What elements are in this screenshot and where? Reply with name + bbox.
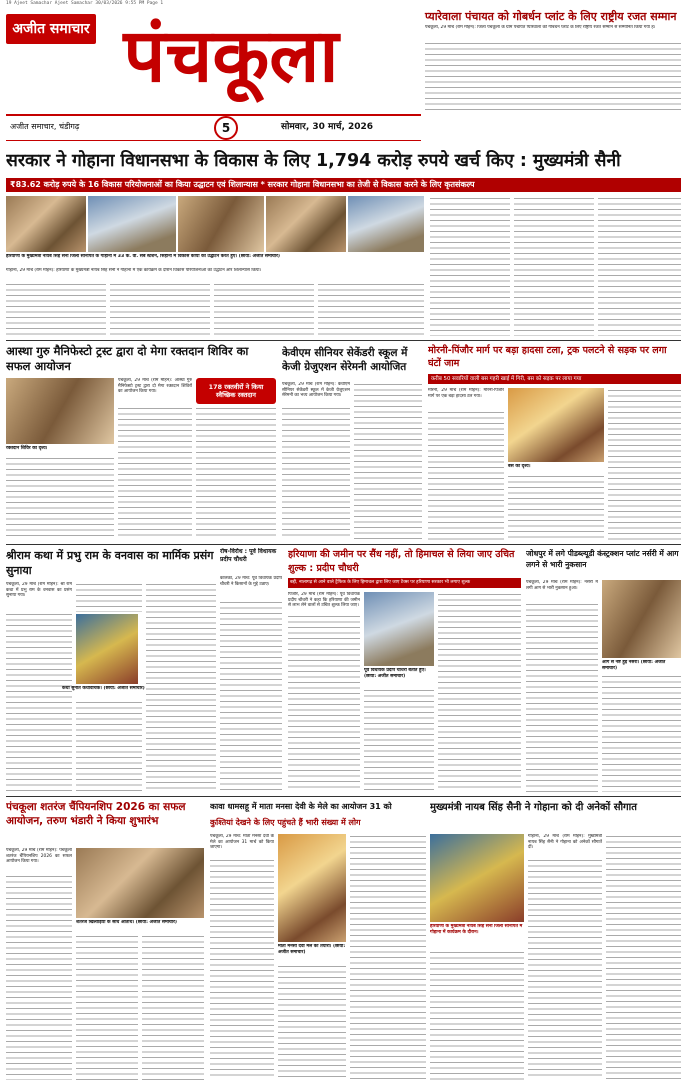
s5-dateline: कालका, 29 मार्च: पूर्व विधायक प्रदीप चौधरी ने किसानों के मुद्दे उठाए।	[220, 576, 282, 587]
s4-photo	[76, 614, 138, 684]
masthead-city: पंचकूला	[123, 13, 339, 99]
s9-dateline: पंचकूला, 29 मार्च: माता मनसा देवी के मेले का आयोजन 31 मार्च को किया जाएगा।	[210, 834, 274, 851]
s9-body-c	[350, 834, 426, 1080]
s3-dateline: मोरनी, 29 मार्च (राम मोहन): मोरनी-पिंजौर मार्ग पर एक बड़ा हादसा टल गया।	[428, 388, 504, 399]
lead-body-col3	[214, 282, 314, 336]
s4-caption: कथा सुनाते कथावाचक। (छाया: अजीत समाचार)	[62, 686, 145, 691]
s8-dateline: पंचकूला, 29 मार्च (राम मोहन): पंचकूला शतरंज चैंपियनशिप 2026 का सफल आयोजन किया गया।	[6, 848, 72, 865]
s1-caption: रक्तदान शिविर का दृश्य।	[6, 446, 48, 451]
s1-body-a	[118, 406, 192, 540]
s6-headline: हरियाणा की जमीन पर सैंध नहीं, तो हिमाचल से लिया जाए उचित शुल्क : प्रदीप चौधरी	[288, 549, 515, 574]
s1-headline: आस्था गुरु मैनिफेस्टो ट्रस्ट द्वारा दो मेगा रक्तदान शिविर का सफल आयोजन	[6, 344, 249, 373]
s10-dateline: गोहाना, 29 मार्च (राम मोहन): मुख्यमंत्री नायब सिंह सैनी ने गोहाना को अनेकों सौगातें दीं।	[528, 834, 602, 851]
s2-body-a	[282, 406, 350, 540]
lead-photo-4	[266, 196, 346, 252]
lead-body-col4	[318, 282, 424, 336]
brand-name: अजीत समाचार	[12, 21, 90, 37]
s3-body-b	[508, 474, 604, 540]
s4-body-c	[76, 700, 142, 792]
divider-1	[6, 340, 681, 341]
lead-photo-1	[6, 196, 86, 252]
s4-body-d	[146, 582, 216, 792]
s8-body-c	[142, 934, 204, 1080]
s9-headline: कावा धामसहू में माता मनसा देवी के मेले का आयोजन 31 को	[210, 802, 392, 811]
s7-body-b	[602, 674, 681, 792]
s10-headline: मुख्यमंत्री नायब सिंह सैनी ने गोहाना को दी अनेकों सौगात	[430, 802, 637, 813]
lead-body-right3	[598, 196, 681, 336]
s10-body-a	[528, 858, 602, 1080]
masthead	[6, 10, 421, 148]
lead-photo-5	[348, 196, 424, 252]
divider-2	[6, 544, 681, 545]
top-story	[425, 10, 681, 136]
page-number: 5	[214, 116, 238, 140]
s9-headline-2: कुश्तियां देखने के लिए पहुंचते हैं भारी संख्या में लोग	[210, 818, 361, 827]
s6-dateline: पिंजौर, 29 मार्च (राम मोहन): पूर्व विधायक प्रदीप चौधरी ने कहा कि हरियाणा की जमीन से लाभ लेने वालों से उचित शुल्क लिया जाए।	[288, 592, 360, 609]
s3-caption: बस का दृश्य।	[508, 464, 531, 469]
s3-body-a	[428, 410, 504, 540]
masthead-rule	[6, 114, 421, 116]
s8-headline: पंचकूला शतरंज चैंपियनशिप 2026 का सफल आयोजन, तरुण भंडारी ने किया शुभारंभ	[6, 801, 186, 827]
brand-box	[6, 14, 96, 44]
s2-body-b	[354, 382, 422, 540]
s8-photo	[76, 848, 204, 918]
lead-body-right1	[430, 196, 510, 336]
s1-badge	[196, 378, 276, 404]
s9-body-a	[210, 858, 274, 1080]
s3-subhead: करीब 50 सवारियों वाली बस गहरी खाई में गिरी, बस को सड़क पर लाया गया	[428, 374, 681, 384]
s6-body-c	[438, 592, 521, 792]
headline: प्यारेवाला पंचायत को गोबर्धन प्लांट के लिए राष्ट्रीय रजत सम्मान	[425, 10, 677, 23]
lead-body-col2	[110, 282, 210, 336]
masthead-date: सोमवार, 30 मार्च, 2026	[281, 122, 374, 132]
s5-headline: रोष-विरोध : पूर्व विधायक प्रदीप चौधरी	[220, 548, 277, 563]
s3-photo	[508, 388, 604, 462]
s8-body-b	[76, 934, 138, 1080]
s7-dateline: पंचकूला, 29 मार्च (राम मोहन): नर्सरी में लगी आग से भारी नुकसान हुआ।	[526, 580, 598, 591]
s6-body-a	[288, 614, 360, 792]
s8-caption: शतरंज खिलाड़ियों के साथ अतिथि। (छाया: अजीत समाचार)	[76, 920, 177, 925]
s9-caption: माता मनसा देवी मेले की तैयारी। (छाया: अजीत समाचार)	[278, 944, 346, 955]
masthead-rule-bottom	[6, 140, 421, 141]
s4-body-b	[76, 582, 142, 612]
lead-photo-3	[178, 196, 264, 252]
s7-headline: जोधपुर में लगे पीडब्ल्यूडी कंस्ट्रक्शन प्लांट नर्सरी में आग लगने से भारी नुकसान	[526, 549, 679, 569]
s1-body-b	[196, 406, 276, 540]
s4-headline: श्रीराम कथा में प्रभु राम के वनवास का मार्मिक प्रसंग सुनाया	[6, 549, 214, 577]
lead-body-right2	[514, 196, 594, 336]
s8-body-a	[6, 874, 72, 1080]
s4-dateline: पंचकूला, 29 मार्च (राम मोहन): श्री राम कथा में प्रभु राम के वनवास का प्रसंग सुनाया गया।	[6, 582, 72, 599]
s10-body-c	[430, 950, 524, 1080]
s4-body-a	[6, 612, 72, 792]
s1-body-c	[6, 456, 114, 540]
story-dateline: पंचकूला, 29 मार्च (राम मोहन): जिला पंचकूला के ग्राम पंचायत प्यारेवाला को गोबर्धन प्लांट के लिए राष्ट्रीय रजत सम्मान से सम्मानित किया गया है।	[425, 25, 656, 30]
s6-subhead: बद्दी, नालागढ़ से आने वाले ट्रैफिक के लिए हिमाचल द्वारा लिए जाए टैक्स पर हरियाणा सरकार भी लगाए शुल्क	[288, 578, 521, 588]
masthead-subline: अजीत समाचार, चंडीगढ़	[10, 122, 80, 131]
lead-photo-2	[88, 196, 176, 252]
lead-subhead: ₹83.62 करोड़ रुपये के 16 विकास परियोजनाओं का किया उद्घाटन एवं शिलान्यास * सरकार गोहाना विधानसभा का तेजी से विकास करने के लिए कृतसंकल्प	[6, 178, 681, 192]
s1-dateline: पंचकूला, 29 मार्च (राम मोहन): आस्था गुरु मैनिफेस्टो ट्रस्ट द्वारा दो मेगा रक्तदान शिविरों का आयोजन किया गया।	[118, 378, 192, 395]
print-strip: 19 Ajeet Samachar Ajeet Samachar 30/03/2026 9:55 PM Page 1	[6, 1, 164, 6]
body-text	[425, 41, 681, 111]
s6-caption: पूर्व विधायक प्रदीप चौधरी बताते हुए। (छाया: अजीत समाचार)	[364, 668, 426, 679]
s6-body-b	[364, 688, 434, 792]
s1-photo	[6, 378, 114, 444]
lead-dateline: गोहाना, 29 मार्च (राम मोहन): हरियाणा के मुख्यमंत्री नायब सिंह सैनी ने गोहाना में एक कार्यक्रम के दौरान विकास परियोजनाओं का उद्घाटन और शिलान्यास किया।	[6, 268, 262, 273]
s5-body	[220, 600, 282, 792]
s2-headline: केवीएम सीनियर सेकेंडरी स्कूल में केजी ग्रेजुएशन सेरेमनी आयोजित	[282, 347, 408, 373]
lead-headline: सरकार ने गोहाना विधानसभा के विकास के लिए 1,794 करोड़ रुपये खर्च किए : मुख्यमंत्री सैनी	[6, 151, 621, 171]
s7-caption: आग से नष्ट हुई नर्सरी। (छाया: अजीत समाचार)	[602, 660, 666, 671]
lead-body-col1	[6, 282, 106, 336]
lead-caption: हरियाणा के मुख्यमंत्री नायब सिंह सैनी जिला सोनीपत के गोहाना में 33 के. वी. सब स्टेशन, सिहाना में विकास कार्यों का उद्घाटन करते हुए। (छाया: अजीत समाचार)	[6, 254, 280, 259]
s10-photo	[430, 834, 524, 922]
s6-photo	[364, 592, 434, 666]
s9-photo	[278, 834, 346, 942]
s3-headline: मोरनी-पिंजौर मार्ग पर बड़ा हादसा टला, ट्रक पलटने से सड़क पर लगा घंटों जाम	[428, 345, 667, 369]
s7-photo	[602, 580, 681, 658]
s10-caption: हरियाणा के मुख्यमंत्री नायब सिंह सैनी जिला सोनीपत में गोहाना में कार्यक्रम के दौरान।	[430, 924, 523, 935]
s10-body-b	[606, 834, 681, 1080]
badge-text: 178 रक्तवीरों ने किया स्वैच्छिक रक्तदान	[208, 383, 264, 399]
s2-dateline: पंचकूला, 29 मार्च (राम मोहन): केवीएम सीनियर सेकेंडरी स्कूल में केजी ग्रेजुएशन सेरेमनी का भव्य आयोजन किया गया।	[282, 382, 350, 399]
s3-body-c	[608, 388, 681, 540]
divider-3	[6, 796, 681, 797]
s7-body-a	[526, 602, 598, 792]
s9-body-b	[278, 964, 346, 1080]
